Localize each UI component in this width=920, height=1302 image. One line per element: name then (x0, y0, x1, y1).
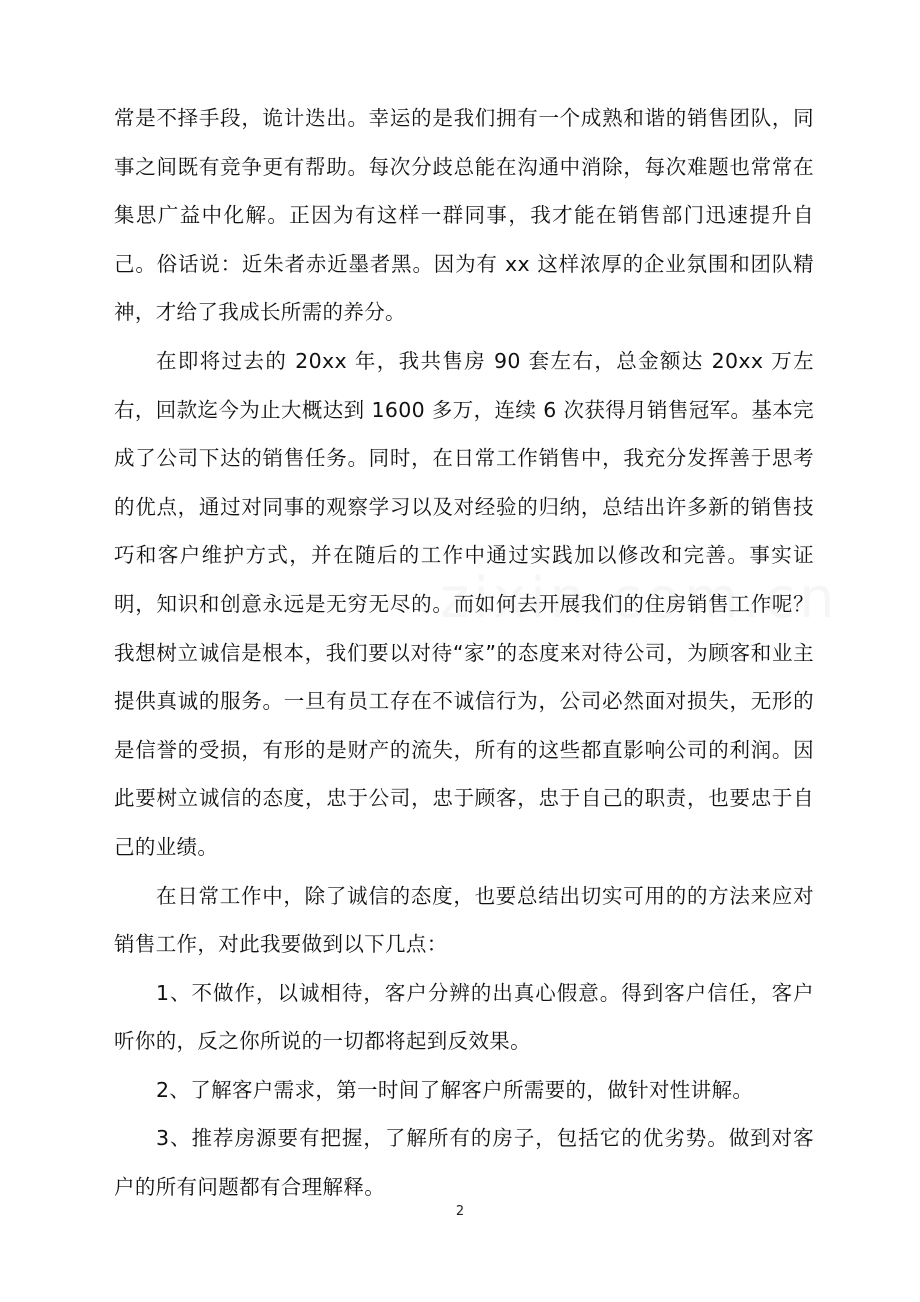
paragraph-continued: 常是不择手段，诡计迭出。幸运的是我们拥有一个成熟和谐的销售团队，同事之间既有竞争更有帮助。每次分歧总能在沟通中消除，每次难题也常常在集思广益中化解。正因为有这样一群同事，我才能在销售部门迅速提升自己。俗话说：近朱者赤近墨者黑。因为有 xx 这样浓厚的企业氛围和团队精神，才给了我成长所需的养分。 (114, 106, 814, 325)
page-number: 2 (455, 1204, 465, 1219)
paragraph-sales-summary: 在即将过去的 20xx 年，我共售房 90 套左右，总金额达 20xx 万左右，回款迄今为止大概达到 1600 多万，连续 6 次获得月销售冠军。基本完成了公司下达的销售任务。同时，在日常工作销售中，我充分发挥善于思考的优点，通过对同事的观察学习以及对经验的归纳，总结出许多新的销售技巧和客户维护方式，并在随后的工作中通过实践加以修改和完善。事实证明，知识和创意永远是无穷无尽的。而如何去开展我们的住房销售工作呢？我想树立诚信是根本，我们要以对待“家”的态度来对待公司，为顾客和业主提供真诚的服务。一旦有员工存在不诚信行为，公司必然面对损失，无形的是信誉的受损，有形的是财产的流失，所有的这些都直影响公司的利润。因此要树立诚信的态度，忠于公司，忠于顾客，忠于自己的职责，也要忠于自己的业绩。 (114, 348, 814, 859)
list-item-3: 3、推荐房源要有把握，了解所有的房子，包括它的优劣势。做到对客户的所有问题都有合理解释。 (114, 1126, 814, 1200)
paragraph-methods-intro: 在日常工作中，除了诚信的态度，也要总结出切实可用的的方法来应对销售工作，对此我要做到以下几点： (114, 883, 814, 957)
list-item-2: 2、了解客户需求，第一时间了解客户所需要的，做针对性讲解。 (156, 1077, 754, 1102)
body-text (114, 94, 814, 1212)
list-item-1: 1、不做作，以诚相待，客户分辨的出真心假意。得到客户信任，客户听你的，反之你所说的一切都将起到反效果。 (114, 980, 814, 1054)
